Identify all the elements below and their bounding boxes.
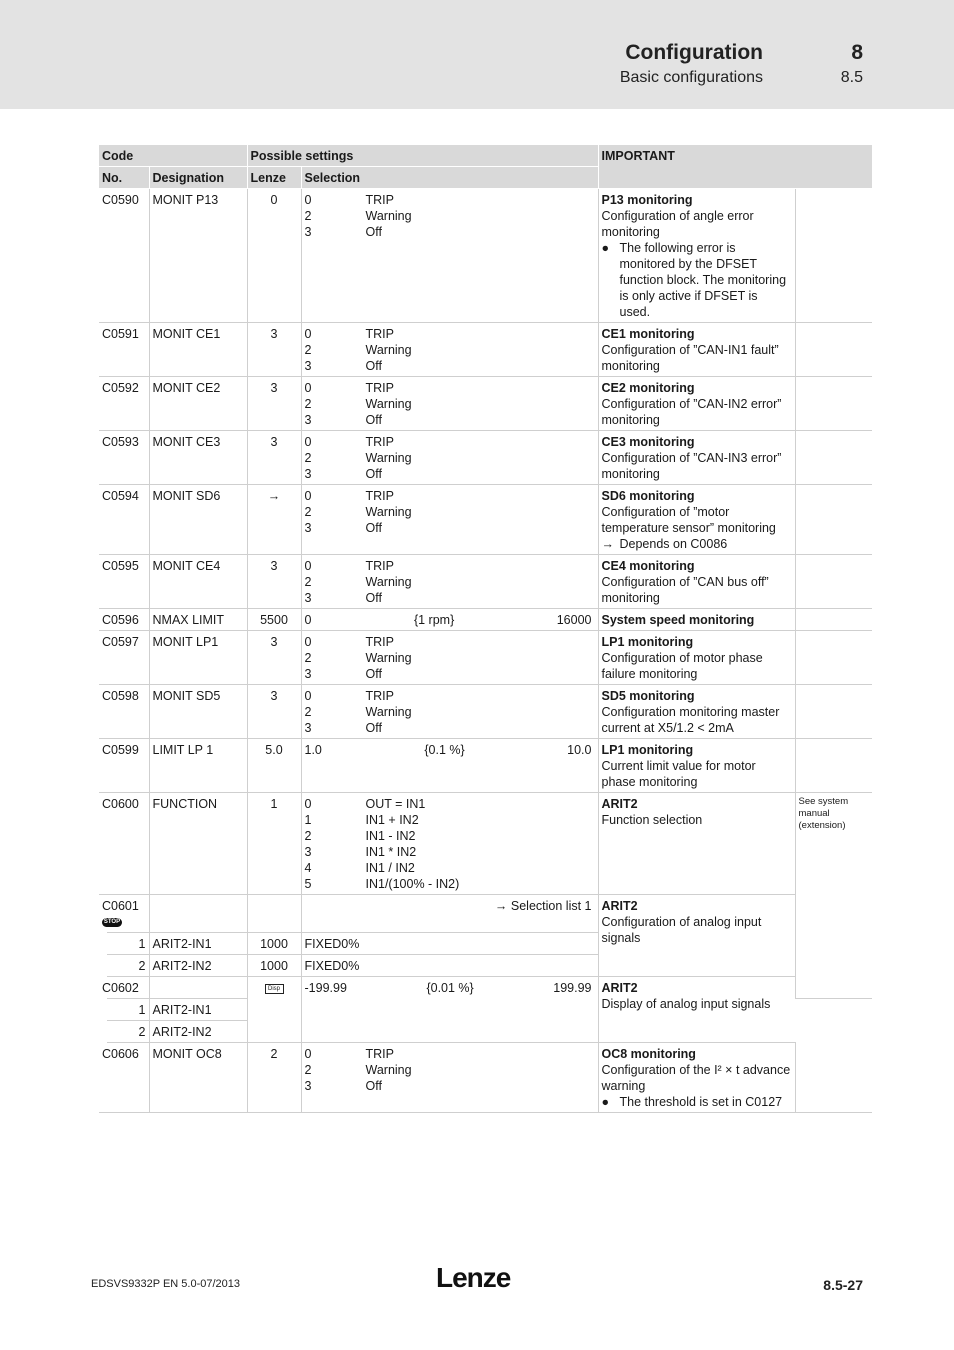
important-cell: SD6 monitoring Configuration of ”motor temperature sensor” monitoring → Depends on C0086 <box>598 485 795 555</box>
parameter-table <box>91 145 872 1113</box>
selection-cell: FIXED0% <box>301 955 598 977</box>
chapter-title: Configuration <box>625 41 763 64</box>
lenze-cell: 3 <box>247 555 301 609</box>
code-cell: C0596 <box>99 609 149 631</box>
subcode-cell: 1 <box>99 999 149 1021</box>
header-lenze: Lenze <box>247 167 301 189</box>
important-cell: ARIT2 Display of analog input signals <box>598 977 795 1043</box>
table-header-row <box>99 145 872 167</box>
table-row <box>99 377 872 431</box>
table-row <box>99 555 872 609</box>
section-title: Basic configurations <box>619 69 763 86</box>
lenze-cell: 5.0 <box>247 739 301 793</box>
designation-cell: ARIT2-IN2 <box>149 1021 247 1043</box>
important-cell: CE3 monitoring Configuration of ”CAN-IN3 error” monitoring <box>598 431 795 485</box>
selection-cell: 0 TRIP 2 Warning 3 Off <box>301 685 598 739</box>
note-cell: See system manual (extension) <box>795 793 872 999</box>
stop-icon: STOP <box>103 919 121 926</box>
selection-cell: 0 TRIP 2 Warning 3 Off <box>301 189 598 323</box>
designation-cell <box>149 977 247 999</box>
designation-cell: MONIT CE1 <box>149 323 247 377</box>
lenze-cell: 1 <box>247 793 301 895</box>
header-band <box>0 0 954 109</box>
designation-cell: ARIT2-IN2 <box>149 955 247 977</box>
lenze-cell: 3 <box>247 323 301 377</box>
page-number: 8.5-27 <box>823 1277 863 1293</box>
code-cell: C0590 <box>99 189 149 323</box>
table-row <box>99 895 872 933</box>
selection-cell: 0 TRIP 2 Warning 3 Off <box>301 431 598 485</box>
designation-cell: MONIT CE2 <box>149 377 247 431</box>
document-id: EDSVS9332P EN 5.0-07/2013 <box>91 1278 241 1290</box>
designation-cell: ARIT2-IN1 <box>149 933 247 955</box>
code-cell: C0600 <box>99 793 149 895</box>
selection-cell: 0 TRIP 2 Warning 3 Off <box>301 555 598 609</box>
designation-cell: LIMIT LP 1 <box>149 739 247 793</box>
important-cell: System speed monitoring <box>598 609 795 631</box>
selection-cell: 1.0 {0.1 %} 10.0 <box>301 739 598 793</box>
lenze-cell <box>247 895 301 933</box>
display-icon: Disp <box>265 984 284 994</box>
lenze-cell: 0 <box>247 189 301 323</box>
code-cell: C0594 <box>99 485 149 555</box>
lenze-cell: 3 <box>247 631 301 685</box>
code-cell: C0599 <box>99 739 149 793</box>
lenze-cell: 5500 <box>247 609 301 631</box>
selection-cell: 0 {1 rpm} 16000 <box>301 609 598 631</box>
selection-cell: -199.99 {0.01 %} 199.99 <box>301 977 598 1043</box>
header-selection: Selection <box>301 167 598 189</box>
header-possible-settings: Possible settings <box>247 145 598 167</box>
lenze-cell: 1000 <box>247 955 301 977</box>
important-cell: SD5 monitoring Configuration monitoring master current at X5/1.2 < 2mA <box>598 685 795 739</box>
designation-cell: MONIT SD5 <box>149 685 247 739</box>
header-important: IMPORTANT <box>598 145 872 189</box>
code-cell: C0601 STOP <box>99 895 149 933</box>
code-cell: C0606 <box>99 1043 149 1113</box>
subcode-cell: 2 <box>99 1021 149 1043</box>
important-cell: CE2 monitoring Configuration of ”CAN-IN2 error” monitoring <box>598 377 795 431</box>
lenze-cell: 3 <box>247 431 301 485</box>
designation-cell: MONIT OC8 <box>149 1043 247 1113</box>
note-cell <box>795 685 872 739</box>
designation-cell: MONIT CE3 <box>149 431 247 485</box>
table-row <box>99 485 872 555</box>
header-no: No. <box>99 167 149 189</box>
lenze-logo: Lenze <box>436 1262 511 1293</box>
important-cell: LP1 monitoring Current limit value for motor phase monitoring <box>598 739 795 793</box>
note-cell <box>795 377 872 431</box>
selection-cell: 0 TRIP 2 Warning 3 Off <box>301 485 598 555</box>
subcode-cell: 1 <box>99 933 149 955</box>
important-cell: ARIT2 Function selection <box>598 793 795 895</box>
table-row <box>99 1043 872 1113</box>
note-cell <box>795 739 872 793</box>
table-row <box>99 189 872 323</box>
note-cell <box>795 609 872 631</box>
selection-cell: 0 TRIP 2 Warning 3 Off <box>301 377 598 431</box>
table-row <box>99 631 872 685</box>
code-cell: C0592 <box>99 377 149 431</box>
designation-cell: MONIT LP1 <box>149 631 247 685</box>
lenze-cell: 1000 <box>247 933 301 955</box>
table-row <box>99 609 872 631</box>
note-cell <box>795 189 872 323</box>
arrow-icon: → <box>601 537 614 551</box>
important-cell: LP1 monitoring Configuration of motor phase failure monitoring <box>598 631 795 685</box>
lenze-cell: 2 <box>247 1043 301 1113</box>
code-cell: C0602 <box>99 977 149 999</box>
selection-cell: 0 TRIP 2 Warning 3 Off <box>301 323 598 377</box>
designation-cell: MONIT CE4 <box>149 555 247 609</box>
selection-cell: 0 TRIP 2 Warning 3 Off <box>301 1043 598 1113</box>
selection-cell: FIXED0% <box>301 933 598 955</box>
note-cell <box>795 631 872 685</box>
lenze-cell: 3 <box>247 377 301 431</box>
important-cell: OC8 monitoring Configuration of the I² × t advance warning ● The threshold is set in C0127 <box>598 1043 795 1113</box>
code-cell: C0595 <box>99 555 149 609</box>
note-cell <box>795 485 872 555</box>
lenze-cell <box>247 977 301 1043</box>
note-cell <box>795 323 872 377</box>
header-designation: Designation <box>149 167 247 189</box>
selection-cell: 0 OUT = IN1 1 IN1 + IN2 2 IN1 - IN2 3 IN1 * IN2 4 IN1 / IN2 5 IN1/(100% - IN2) <box>301 793 598 895</box>
designation-cell: NMAX LIMIT <box>149 609 247 631</box>
subcode-cell: 2 <box>99 955 149 977</box>
note-cell <box>795 1043 872 1113</box>
designation-cell: MONIT SD6 <box>149 485 247 555</box>
table-row <box>99 739 872 793</box>
lenze-cell: → <box>247 485 301 555</box>
designation-cell <box>149 895 247 933</box>
chapter-number: 8 <box>851 41 863 64</box>
designation-cell: MONIT P13 <box>149 189 247 323</box>
important-cell: P13 monitoring Configuration of angle error monitoring ● The following error is monitored by the DFSET function block. The monitoring is only active if DFSET is used. <box>598 189 795 323</box>
section-number: 8.5 <box>840 69 863 86</box>
table-row <box>99 431 872 485</box>
lenze-cell: 3 <box>247 685 301 739</box>
table-row <box>99 323 872 377</box>
header-code: Code <box>99 145 247 167</box>
note-cell <box>795 431 872 485</box>
selection-cell: → Selection list 1 <box>301 895 598 933</box>
code-cell: C0591 <box>99 323 149 377</box>
code-cell: C0597 <box>99 631 149 685</box>
table-row <box>99 685 872 739</box>
important-cell: CE1 monitoring Configuration of ”CAN-IN1 fault” monitoring <box>598 323 795 377</box>
table-row <box>99 977 872 999</box>
selection-cell: 0 TRIP 2 Warning 3 Off <box>301 631 598 685</box>
important-cell: CE4 monitoring Configuration of ”CAN bus off” monitoring <box>598 555 795 609</box>
note-cell <box>795 555 872 609</box>
important-cell: ARIT2 Configuration of analog input signals <box>598 895 795 977</box>
bullet-icon: ● <box>601 1095 610 1109</box>
code-cell: C0598 <box>99 685 149 739</box>
code-cell: C0593 <box>99 431 149 485</box>
bullet-icon: ● <box>601 241 610 255</box>
designation-cell: FUNCTION <box>149 793 247 895</box>
designation-cell: ARIT2-IN1 <box>149 999 247 1021</box>
table-row <box>99 793 872 895</box>
